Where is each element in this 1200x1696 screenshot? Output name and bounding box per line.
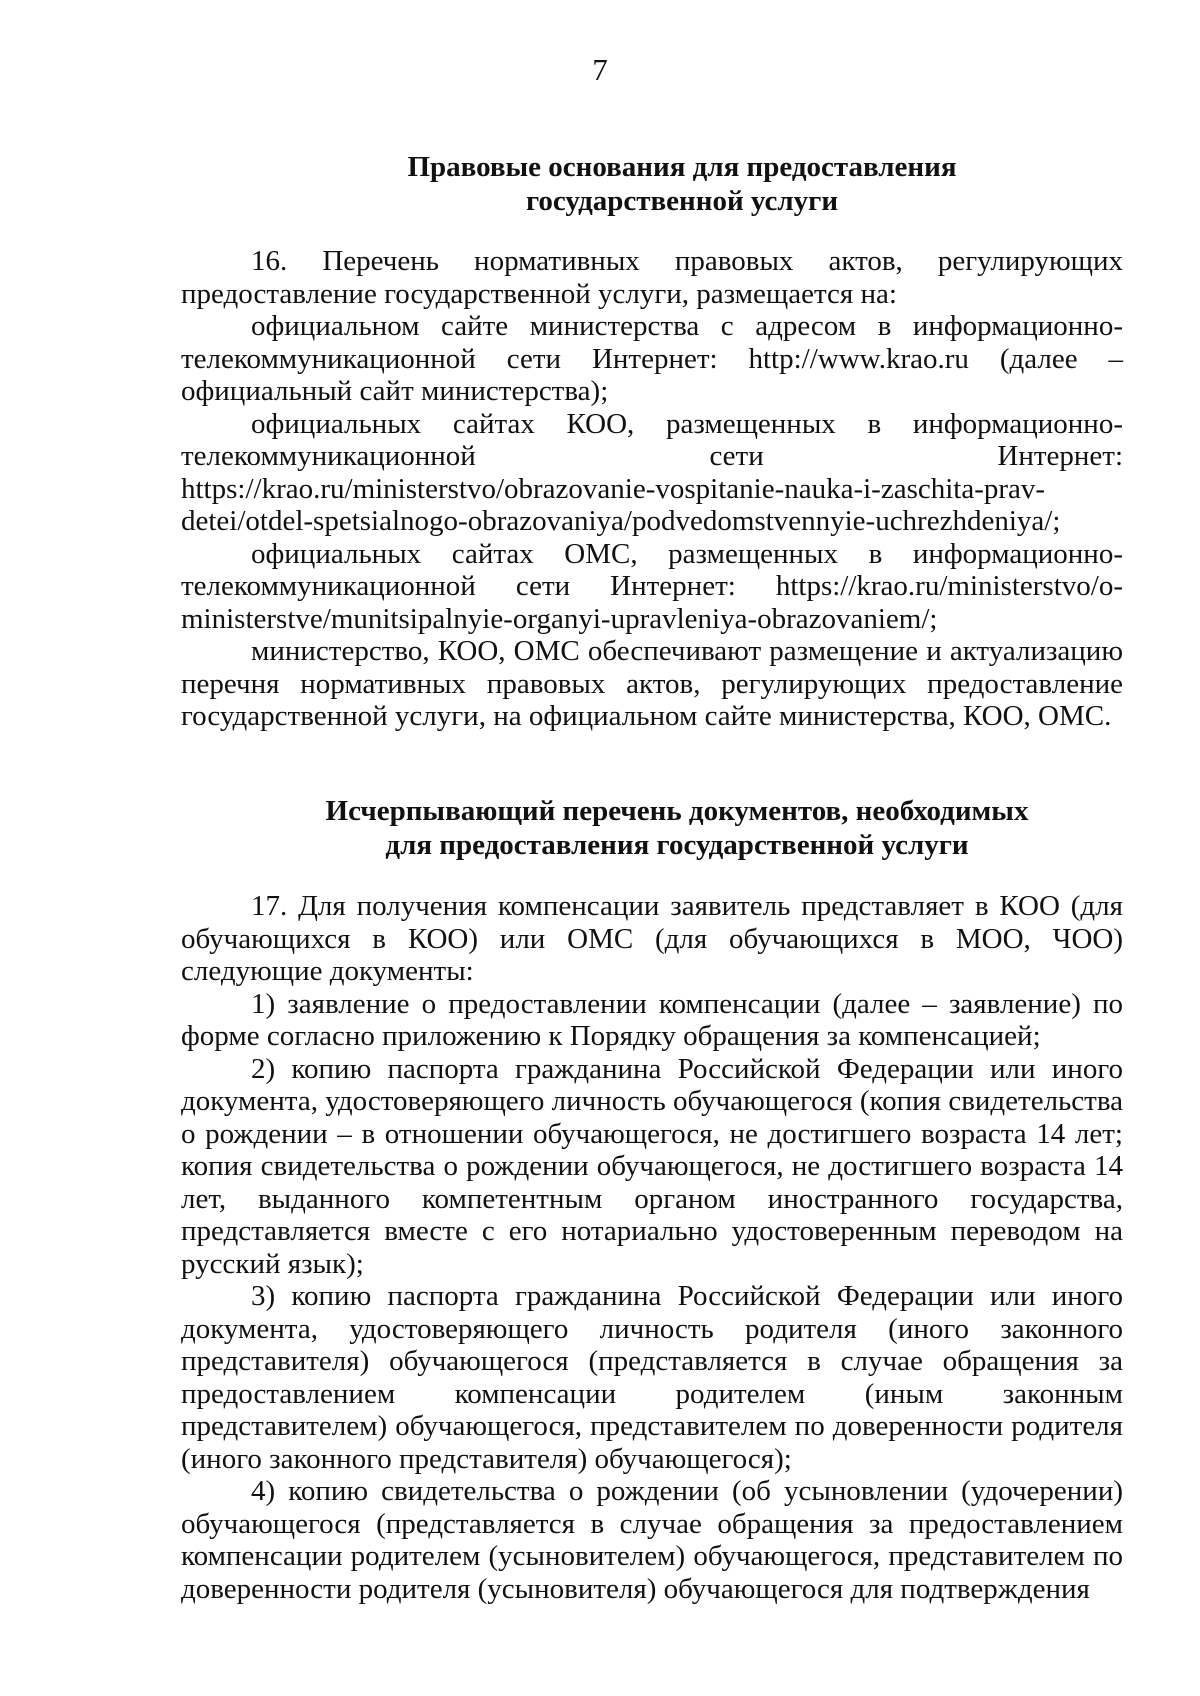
paragraph-oms-sites: официальных сайтах ОМС, размещенных в информационно-телекоммуникационной сети Интернет: https://krao.ru/ministerstvo/o-ministerstve/munitsipalnyie-organyi-upravleniya-obrazovaniem/; <box>181 537 1123 635</box>
section-title-legal-basis <box>181 150 1123 218</box>
paragraph-ministry-site: официальном сайте министерства с адресом в информационно-телекоммуникационной сети Интернет: http://www.krao.ru (далее – официальный сайт министерства); <box>181 310 1123 407</box>
section-title-line: для предоставления государственной услуги <box>385 829 969 861</box>
page-number: 7 <box>592 52 608 87</box>
paragraph-17: 17. Для получения компенсации заявитель представляет в КОО (для обучающихся в КОО) или ОМС (для обучающихся в МОО, ЧОО) следующие документы: <box>181 890 1123 987</box>
section-body-documents-list <box>181 890 1123 1605</box>
list-item-4: 4) копию свидетельства о рождении (об усыновлении (удочерении) обучающегося (представляется в случае обращения за предоставлением компенсации родителем (усыновителем) обучающегося, представителем по доверенности родителя (усыновителя) обучающегося для подтверждения <box>181 1475 1123 1605</box>
list-item-2: 2) копию паспорта гражданина Российской Федерации или иного документа, удостоверяющего личность обучающегося (копия свидетельства о рождении – в отношении обучающегося, не достигшего возраста 14 лет; копия свидетельства о рождении обучающегося, не достигшего возраста 14 лет, выданного компетентным органом иностранного государства, представляется вместе с его нотариально удостоверенным переводом на русский язык); <box>181 1052 1123 1280</box>
paragraph-koo-sites: официальных сайтах КОО, размещенных в информационно-телекоммуникационной сети Интернет: https://krao.ru/ministerstvo/obrazovanie-vospitanie-nauka-i-zaschita-prav-detei/otdel-spetsialnogo-obrazovaniya/podvedomstvennyie-uchrezhdeniya/; <box>181 407 1123 537</box>
section-title-documents-list <box>181 794 1123 862</box>
section-title-line: Правовые основания для предоставления <box>407 151 957 183</box>
list-item-1: 1) заявление о предоставлении компенсации (далее – заявление) по форме согласно приложению к Порядку обращения за компенсацией; <box>181 987 1123 1052</box>
list-item-3: 3) копию паспорта гражданина Российской Федерации или иного документа, удостоверяющего личность родителя (иного законного представителя) обучающегося (представляется в случае обращения за предоставлением компенсации родителем (иным законным представителем) обучающегося, представителем по доверенности родителя (иного законного представителя) обучающегося); <box>181 1280 1123 1475</box>
section-title-line: Исчерпывающий перечень документов, необходимых <box>325 795 1029 827</box>
paragraph-update-duty: министерство, КОО, ОМС обеспечивают размещение и актуализацию перечня нормативных правовых актов, регулирующих предоставление государственной услуги, на официальном сайте министерства, КОО, ОМС. <box>181 635 1123 732</box>
section-body-legal-basis <box>181 245 1123 733</box>
section-title-line: государственной услуги <box>525 185 839 217</box>
paragraph-16: 16. Перечень нормативных правовых актов, регулирующих предоставление государственной услуги, размещается на: <box>181 245 1123 310</box>
